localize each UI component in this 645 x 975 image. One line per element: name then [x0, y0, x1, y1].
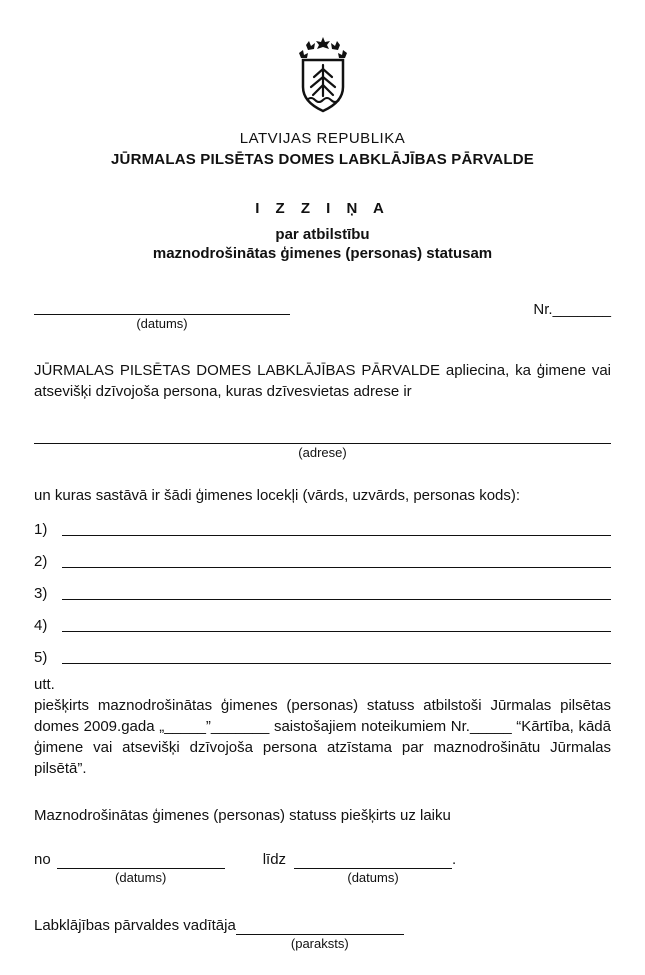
document-subtitle-2: maznodrošinātas ģimenes (personas) statusam: [152, 245, 493, 262]
no-label: no: [34, 851, 51, 868]
member-number: 2): [34, 553, 48, 570]
period-intro: Maznodrošinātas ģimenes (personas) statuss piešķirts uz laiku: [34, 807, 451, 824]
coat-of-arms-icon: [294, 36, 352, 116]
etc-text: utt.: [34, 676, 55, 693]
address-block: [34, 428, 611, 461]
organization-name: JŪRMALAS PILSĒTAS DOMES LABKLĀJĪBAS PĀRVALDE: [111, 151, 534, 168]
member-number: 4): [34, 617, 48, 634]
certify-paragraph: JŪRMALAS PILSĒTAS DOMES LABKLĀJĪBAS PĀRVALDE apliecina, ka ģimene vai atsevišķi dzīvojoša persona, kuras dzīvesvietas adrese ir: [34, 362, 611, 400]
status-paragraph: piešķirts maznodrošinātas ģimenes (personas) statuss atbilstoši Jūrmalas pilsētas domes 2009.gada „_____”_______ saistošajiem noteikumiem Nr._____ “Kārtība, kādā ģimene vai atsevišķi dzīvojoša persona atzīstama par maznodrošinātu Jūrmalas pilsētā”.: [34, 697, 611, 777]
member-input-line[interactable]: [62, 663, 611, 664]
period-to-column: [294, 850, 452, 886]
member-row: [34, 636, 611, 668]
members-list: [34, 508, 611, 668]
member-row: [34, 572, 611, 604]
signature-label: Labklājības pārvaldes vadītāja: [34, 917, 236, 934]
date-input-line[interactable]: [34, 297, 290, 315]
lidz-label: līdz: [262, 851, 287, 868]
member-input-line[interactable]: [62, 631, 611, 632]
period-to-input-line[interactable]: [294, 850, 452, 869]
period-row: [34, 850, 611, 886]
member-row: [34, 540, 611, 572]
signature-row: [34, 916, 611, 952]
document-title: I Z Z I Ņ A: [255, 200, 390, 217]
period-end-punct: .: [452, 851, 457, 868]
adrese-label: (adrese): [298, 445, 347, 460]
member-row: [34, 604, 611, 636]
members-intro: un kuras sastāvā ir šādi ģimenes locekļi (vārds, uzvārds, personas kods):: [34, 487, 521, 504]
datums-label: (datums): [136, 316, 188, 331]
number-field[interactable]: Nr._______: [533, 301, 611, 318]
period-from-input-line[interactable]: [57, 850, 225, 869]
datums-label: (datums): [115, 870, 167, 885]
document-page: [0, 36, 645, 975]
member-number: 1): [34, 521, 48, 538]
signature-column: [236, 916, 404, 952]
member-number: 3): [34, 585, 48, 602]
member-input-line[interactable]: [62, 535, 611, 536]
document-subtitle-1: par atbilstību: [275, 226, 370, 243]
member-row: [34, 508, 611, 540]
member-input-line[interactable]: [62, 599, 611, 600]
period-from-column: [57, 850, 225, 886]
member-number: 5): [34, 649, 48, 666]
signature-input-line[interactable]: [236, 916, 404, 935]
country-name: LATVIJAS REPUBLIKA: [239, 130, 406, 147]
paraksts-label: (paraksts): [290, 936, 349, 951]
address-input-line[interactable]: [34, 428, 611, 444]
date-column: [34, 297, 290, 332]
member-input-line[interactable]: [62, 567, 611, 568]
jurmala-coat-of-arms: [34, 36, 611, 122]
date-number-row: [34, 297, 611, 332]
datums-label: (datums): [347, 870, 399, 885]
